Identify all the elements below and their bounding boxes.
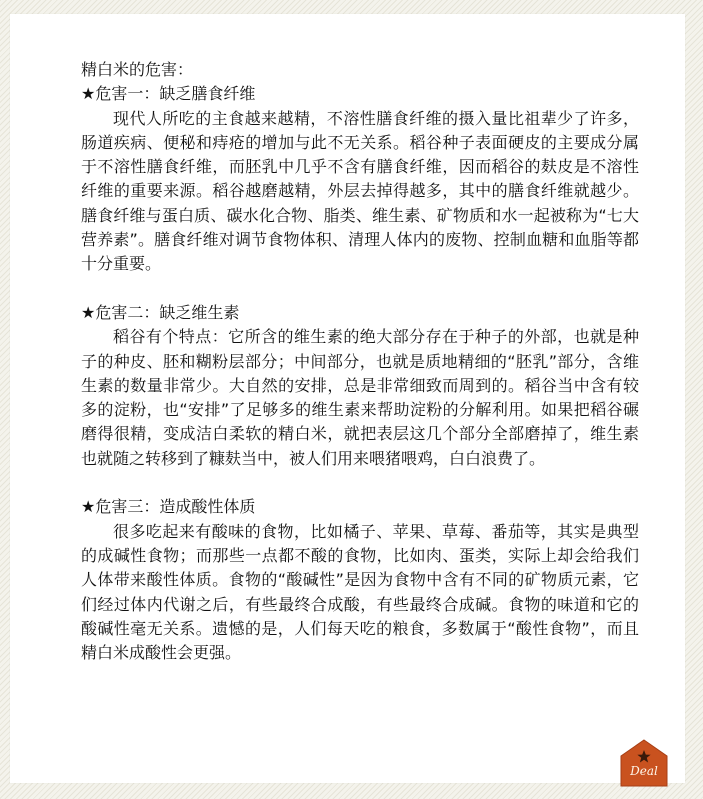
paragraph-spacer — [81, 277, 639, 301]
deal-label: Deal — [630, 764, 658, 778]
deal-badge[interactable] — [619, 739, 669, 787]
section-heading-1: ★危害一：缺乏膳食纤维 — [81, 84, 256, 104]
section-body-2: 稻谷有个特点：它所含的维生素的绝大部分存在于种子的外部，也就是种子的种皮、胚和糊粉层部分；中间部分，也就是质地精细的“胚乳”部分，含维生素的数量非常少。大自然的安排，总是非常细致而周到的。稻谷当中含有较多的淀粉，也“安排”了足够多的维生素来帮助淀粉的分解利用。如果把稻谷碾磨得很精，变成洁白柔软的精白米，就把表层这几个部分全部磨掉了，维生素也就随之转移到了糠麸当中，被人们用来喂猪喂鸡，白白浪费了。 — [81, 327, 639, 468]
section-body-3: 很多吃起来有酸味的食物，比如橘子、苹果、草莓、番茄等，其实是典型的成碱性食物；而那些一点都不酸的食物，比如肉、蛋类，实际上却会给我们人体带来酸性体质。食物的“酸碱性”是因为食物中含有不同的矿物质元素，它们经过体内代谢之后，有些最终合成酸，有些最终合成碱。食物的味道和它的酸碱性毫无关系。遗憾的是，人们每天吃的粮食，多数属于“酸性食物”，而且精白米成酸性会更强。 — [81, 521, 639, 663]
article — [81, 58, 639, 665]
article-title: 精白米的危害： — [81, 60, 194, 79]
deal-tag-shape — [619, 739, 669, 787]
section-heading-2: ★危害二：缺乏维生素 — [81, 302, 240, 322]
section-heading-3: ★危害三：造成酸性体质 — [81, 497, 256, 517]
paragraph-spacer — [81, 471, 639, 495]
section-body-1: 现代人所吃的主食越来越精，不溶性膳食纤维的摄入量比祖辈少了许多，肠道疾病、便秘和痔疮的增加与此不无关系。稻谷种子表面硬皮的主要成分属于不溶性膳食纤维，而胚乳中几乎不含有膳食纤维，因而稻谷的麸皮是不溶性纤维的重要来源。稻谷越磨越精，外层去掉得越多，其中的膳食纤维就越少。膳食纤维与蛋白质、碳水化合物、脂类、维生素、矿物质和水一起被称为“七大营养素”。膳食纤维对调节食物体积、清理人体内的废物、控制血糖和血脂等都十分重要。 — [81, 108, 639, 274]
